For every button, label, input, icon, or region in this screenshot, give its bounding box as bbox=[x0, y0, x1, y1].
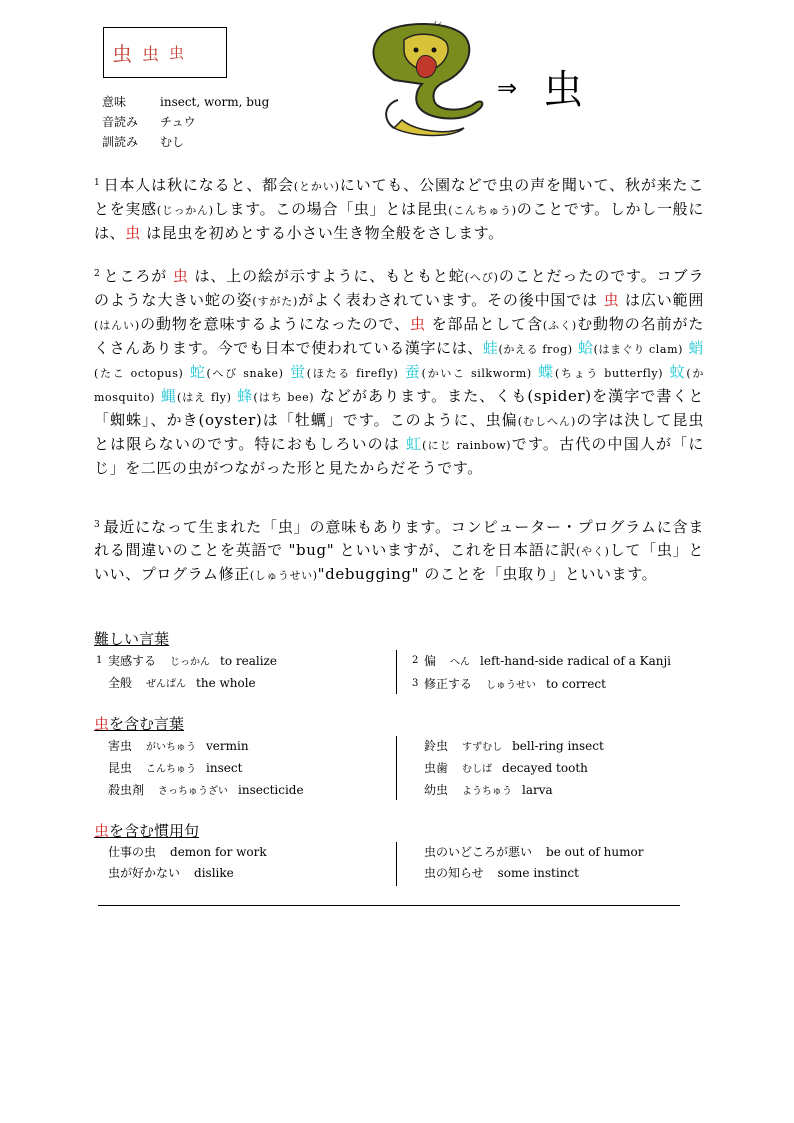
difficult-words-left bbox=[96, 650, 277, 695]
p2-reading-sugata: (すがた) bbox=[252, 295, 298, 308]
list-item bbox=[96, 650, 277, 673]
p1-red-kanji: 虫 bbox=[125, 224, 141, 242]
vocab-word: 幼虫 bbox=[424, 783, 449, 797]
animal-kanji: 蛤 bbox=[578, 339, 594, 357]
p2-reading-hanni: (はんい) bbox=[94, 319, 140, 332]
vocab-kana: すずむし bbox=[462, 742, 503, 753]
animal-reading: (かえる frog) bbox=[498, 343, 573, 356]
p2-text-3: のことだったのです。コブラのような大きい蛇の姿 bbox=[94, 267, 704, 309]
cobra-illustration bbox=[364, 20, 489, 140]
p2-text-11: です。古代の中国人が「にじ」を二匹の虫がつながった形と見たからだそうです。 bbox=[94, 435, 704, 477]
vocab-english: larva bbox=[522, 783, 553, 797]
idiom-english: dislike bbox=[194, 866, 234, 880]
vocab-kana: ぜんぱん bbox=[146, 679, 187, 690]
list-item bbox=[108, 758, 304, 780]
p1-text-a: 日本人は秋になると、都会 bbox=[103, 176, 294, 194]
p2-reading-hebi: (へび) bbox=[464, 271, 499, 284]
vocab-kana: へん bbox=[450, 657, 471, 668]
p2-red-kanji-3: 虫 bbox=[410, 315, 426, 333]
vocab-english: to correct bbox=[546, 677, 606, 691]
words-right bbox=[424, 736, 604, 802]
p3-text-e: "debugging" のことを「虫取り」といいます。 bbox=[317, 565, 658, 583]
vocab-kana: じっかん bbox=[170, 657, 211, 668]
vocab-english: decayed tooth bbox=[502, 761, 588, 775]
vocab-word: 殺虫剤 bbox=[108, 783, 145, 797]
list-item bbox=[412, 650, 671, 673]
vocab-english: insecticide bbox=[238, 783, 304, 797]
niji-reading: (にじ rainbow) bbox=[422, 439, 512, 452]
animal-kanji: 蚕 bbox=[404, 363, 422, 381]
kanji-meta bbox=[102, 92, 269, 152]
p3-reading-yaku: (やく) bbox=[576, 545, 610, 558]
p1-text-e: します。この場合「虫」とは昆虫 bbox=[213, 200, 449, 218]
animal-reading: (へび snake) bbox=[206, 367, 284, 380]
idioms-right bbox=[424, 842, 643, 884]
animal-kanji: 蝿 bbox=[160, 387, 177, 405]
idiom-english: demon for work bbox=[170, 845, 267, 859]
meaning-value: insect, worm, bug bbox=[160, 95, 270, 109]
title-box bbox=[103, 27, 227, 78]
paragraph-number: 3 bbox=[94, 520, 101, 530]
vocab-kana: がいちゅう bbox=[146, 742, 197, 753]
p2-red-kanji-2: 虫 bbox=[603, 291, 620, 309]
paragraph-1 bbox=[94, 172, 704, 245]
bottom-rule bbox=[98, 905, 680, 906]
p2-text-7: を部品として含 bbox=[425, 315, 543, 333]
title-kanji-2: 虫 bbox=[142, 45, 159, 65]
vocab-word: 鈴虫 bbox=[424, 739, 449, 753]
kun-reading-label: 訓読み bbox=[102, 135, 139, 149]
p3-text-a: 最近になって生まれた「虫」の意味もあります。コンピューター・プログラムに含まれる間違いのことを英語で "bug" といいますが、これを日本語に訳 bbox=[94, 518, 704, 559]
p2-text-4: がよく表わされています。その後中国では bbox=[297, 291, 604, 309]
vocab-english: insect bbox=[206, 761, 243, 775]
paragraph-number: 1 bbox=[94, 178, 101, 188]
idioms-section-title bbox=[94, 820, 199, 841]
list-item bbox=[108, 863, 267, 884]
list-item bbox=[96, 673, 277, 695]
vocab-kana: むしば bbox=[462, 764, 493, 775]
vocab-kana: さっちゅうざい bbox=[158, 786, 229, 797]
vocab-kana: こんちゅう bbox=[146, 764, 197, 775]
title-kanji-3: 虫 bbox=[169, 44, 185, 62]
animal-reading: (たこ octopus) bbox=[94, 367, 184, 380]
animal-kanji: 蚊 bbox=[669, 363, 687, 381]
p2-text-6: の動物を意味するようになったので、 bbox=[139, 315, 411, 333]
footnote-number: 3 bbox=[412, 678, 419, 689]
p1-text-c: にいても、公園などで虫の声を聞いて、秋が来たことを実感 bbox=[94, 176, 704, 218]
list-item bbox=[424, 842, 643, 863]
idiom-phrase: 虫が好かない bbox=[108, 866, 181, 880]
meaning-row bbox=[102, 92, 269, 112]
on-reading-value: チュウ bbox=[160, 115, 196, 129]
animal-reading: (ほたる firefly) bbox=[306, 367, 399, 380]
title-kanji-1: 虫 bbox=[112, 42, 132, 66]
animal-kanji: 蛍 bbox=[290, 363, 307, 381]
footnote-number: 2 bbox=[412, 655, 419, 666]
animal-reading: (かいこ silkworm) bbox=[421, 367, 532, 380]
animal-kanji: 蛇 bbox=[189, 363, 207, 381]
vocab-english: the whole bbox=[196, 676, 256, 690]
list-item bbox=[108, 780, 304, 802]
column-divider bbox=[396, 650, 397, 694]
words-section-title bbox=[94, 713, 184, 734]
section-red-kanji: 虫 bbox=[94, 715, 110, 733]
p2-text-9: などがあります。また、くも(spider)を漢字で書くと「蜘蛛」、かき(oyster)は「牡蠣」です。このように、虫偏 bbox=[94, 387, 705, 429]
difficult-words-title: 難しい言葉 bbox=[94, 630, 170, 648]
animal-reading: (はえ fly) bbox=[176, 391, 232, 404]
vocab-word: 全般 bbox=[108, 676, 133, 690]
p2-text-10: の字は決して昆虫とは限らないのです。特におもしろいのは bbox=[94, 411, 704, 453]
meaning-label: 意味 bbox=[102, 95, 127, 109]
paragraph-2 bbox=[94, 263, 704, 480]
p2-text-1: ところが bbox=[103, 267, 173, 285]
p1-text-g: のことです。しかし一般には、 bbox=[94, 200, 704, 242]
p1-reading-tokai: (とかい) bbox=[293, 180, 340, 193]
column-divider bbox=[396, 842, 397, 886]
p1-text-i: は昆虫を初めとする小さい生き物全般をさします。 bbox=[140, 224, 504, 242]
on-reading-row bbox=[102, 112, 269, 132]
animal-kanji: 蜂 bbox=[237, 387, 254, 405]
animal-reading: (ちょう butterfly) bbox=[554, 367, 664, 380]
idioms-left bbox=[108, 842, 267, 884]
vocab-english: bell-ring insect bbox=[512, 739, 604, 753]
difficult-words-right bbox=[412, 650, 671, 696]
footnote-number: 1 bbox=[96, 655, 103, 666]
vocab-kana: ようちゅう bbox=[462, 786, 513, 797]
p2-red-kanji-1: 虫 bbox=[172, 267, 189, 285]
section-red-kanji: 虫 bbox=[94, 822, 110, 840]
animal-kanji: 蛸 bbox=[688, 339, 704, 357]
arrow-icon: ⇒ bbox=[497, 74, 518, 102]
list-item bbox=[424, 780, 604, 802]
kun-reading-value: むし bbox=[160, 135, 185, 149]
p1-reading-konchuu: (こんちゅう) bbox=[448, 204, 517, 217]
p2-text-2: は、上の絵が示すように、もともと蛇 bbox=[188, 267, 465, 285]
niji-kanji: 虹 bbox=[405, 435, 423, 453]
big-kanji: 虫 bbox=[543, 67, 583, 113]
vocab-word: 昆虫 bbox=[108, 761, 133, 775]
list-item bbox=[108, 842, 267, 863]
vocab-kana: しゅうせい bbox=[486, 680, 537, 691]
p2-text-8: む動物の名前がたくさんあります。今でも日本で使われている漢字には、 bbox=[94, 315, 704, 357]
list-item bbox=[412, 673, 671, 696]
animal-kanji: 蝶 bbox=[538, 363, 555, 381]
p2-text-5: は広い範囲 bbox=[619, 291, 704, 309]
animal-reading: (か mosquito) bbox=[94, 367, 704, 404]
list-item bbox=[424, 758, 604, 780]
vocab-word: 修正する bbox=[424, 677, 473, 691]
paragraph-3 bbox=[94, 514, 704, 587]
animal-kanji: 蛙 bbox=[482, 339, 499, 357]
p3-reading-shuusei: (しゅうせい) bbox=[249, 569, 318, 582]
list-item bbox=[424, 863, 643, 884]
p2-reading-mushihen: (むしへん) bbox=[517, 415, 576, 428]
idiom-english: some instinct bbox=[497, 866, 579, 880]
idiom-phrase: 虫のいどころが悪い bbox=[424, 845, 533, 859]
vocab-word: 実感する bbox=[108, 654, 157, 668]
animal-reading: (はまぐり clam) bbox=[593, 343, 683, 356]
idiom-phrase: 虫の知らせ bbox=[424, 866, 484, 880]
vocab-word: 害虫 bbox=[108, 739, 133, 753]
vocab-word: 偏 bbox=[424, 654, 437, 668]
column-divider bbox=[396, 736, 397, 800]
p1-reading-jikkan: (じっかん) bbox=[156, 204, 214, 217]
vocab-english: vermin bbox=[206, 739, 249, 753]
section-title-rest: を含む言葉 bbox=[109, 715, 185, 733]
p2-reading-fuku: (ふく) bbox=[542, 319, 577, 332]
vocab-english: to realize bbox=[220, 654, 277, 668]
section-title-rest: を含む慣用句 bbox=[109, 822, 200, 840]
list-item bbox=[108, 736, 304, 758]
p3-text-c: して「虫」といい、プログラム修正 bbox=[94, 541, 705, 583]
idiom-phrase: 仕事の虫 bbox=[108, 845, 157, 859]
animal-reading: (はち bee) bbox=[253, 391, 315, 404]
list-item bbox=[424, 736, 604, 758]
kun-reading-row bbox=[102, 132, 269, 152]
words-left bbox=[108, 736, 304, 802]
vocab-english: left-hand-side radical of a Kanji bbox=[480, 654, 672, 668]
paragraph-number: 2 bbox=[94, 269, 101, 279]
on-reading-label: 音読み bbox=[102, 115, 139, 129]
idiom-english: be out of humor bbox=[546, 845, 644, 859]
vocab-word: 虫歯 bbox=[424, 761, 449, 775]
